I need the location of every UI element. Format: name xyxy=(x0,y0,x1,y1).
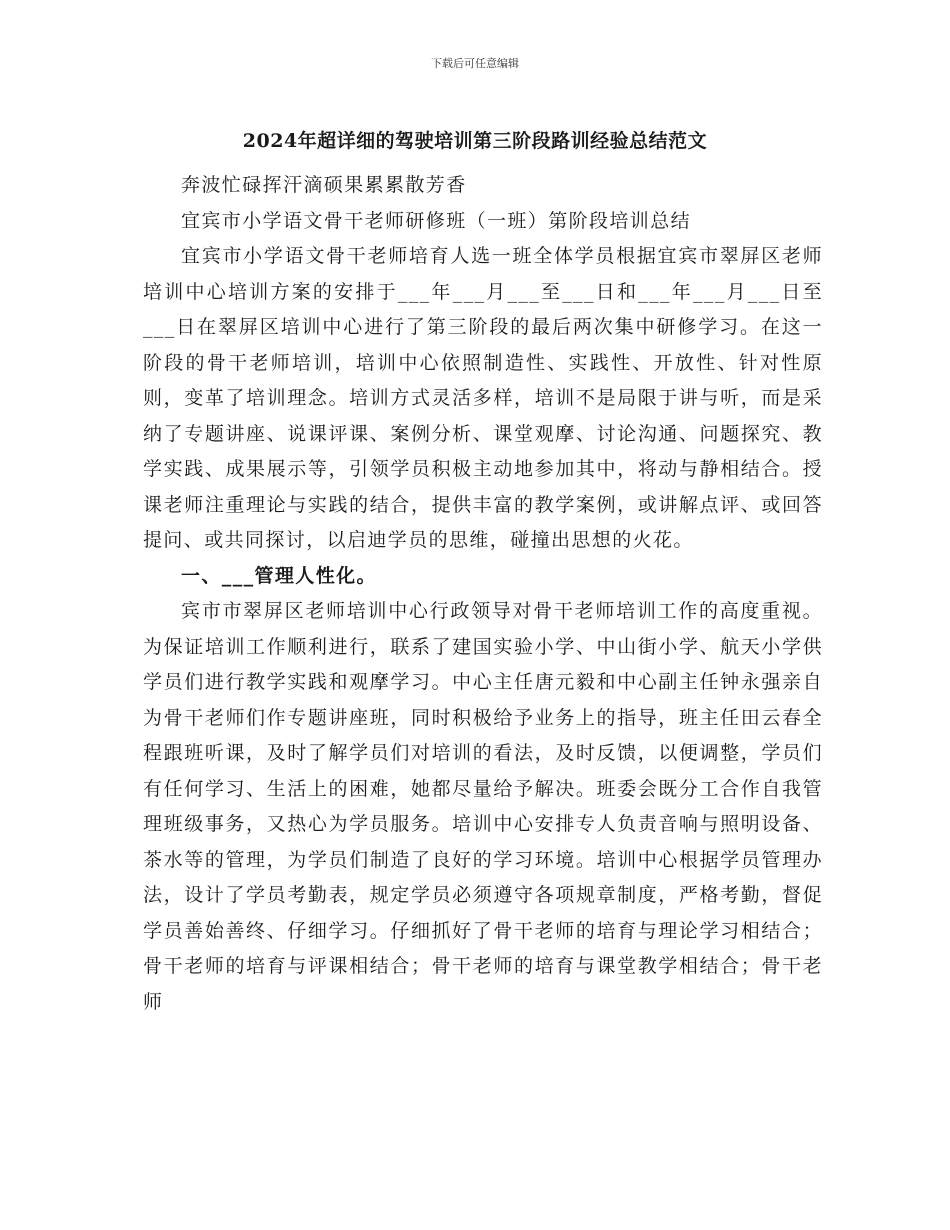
document-title: 2024年超详细的驾驶培训第三阶段路训经验总结范文 xyxy=(242,130,708,152)
intro-paragraph: 宜宾市小学语文骨干老师培育人选一班全体学员根据宜宾市翠屏区老师培训中心培训方案的安排于___年___月___至___日和___年___月___日至___日在翠屏区培训中心进行了第三阶段的最后两次集中研修学习。在这一阶段的骨干老师培训，培训中心依照制造性、实践性、开放性、针对性原则，变革了培训理念。培训方式灵活多样，培训不是局限于讲与听，而是采纳了专题讲座、说课评课、案例分析、课堂观摩、讨论沟通、问题探究、教学实践、成果展示等，引领学员积极主动地参加其中，将动与静相结合。授课老师注重理论与实践的结合，提供丰富的教学案例，或讲解点评、或回答提问、或共同探讨，以启迪学员的思维，碰撞出思想的火花。 xyxy=(143,245,823,551)
section-paragraph: 宾市市翠屏区老师培训中心行政领导对骨干老师培训工作的高度重视。为保证培训工作顺利进行，联系了建国实验小学、中山街小学、航天小学供学员们进行教学实践和观摩学习。中心主任唐元毅和中心副主任钟永强亲自为骨干老师们作专题讲座班，同时积极给予业务上的指导，班主任田云春全程跟班听课，及时了解学员们对培训的看法，及时反馈，以便调整，学员们有任何学习、生活上的困难，她都尽量给予解决。班委会既分工合作自我管理班级事务，又热心为学员服务。培训中心安排专人负责音响与照明设备、茶水等的管理，为学员们制造了良好的学习环境。培训中心根据学员管理办法，设计了学员考勤表，规定学员必须遵守各项规章制度，严格考勤，督促学员善始善终、仔细学习。仔细抓好了骨干老师的培育与理论学习相结合；骨干老师的培育与评课相结合；骨干老师的培育与课堂教学相结合；骨干老师 xyxy=(143,600,823,1013)
report-title-line: 宜宾市小学语文骨干老师研修班（一班）第阶段培训总结 xyxy=(181,209,692,232)
header-note: 下载后可任意编辑 xyxy=(431,57,519,70)
subtitle-line: 奔波忙碌挥汗滴硕果累累散芳香 xyxy=(181,174,467,196)
document-body xyxy=(143,168,823,1020)
section-heading: 一、___管理人性化。 xyxy=(181,564,377,587)
